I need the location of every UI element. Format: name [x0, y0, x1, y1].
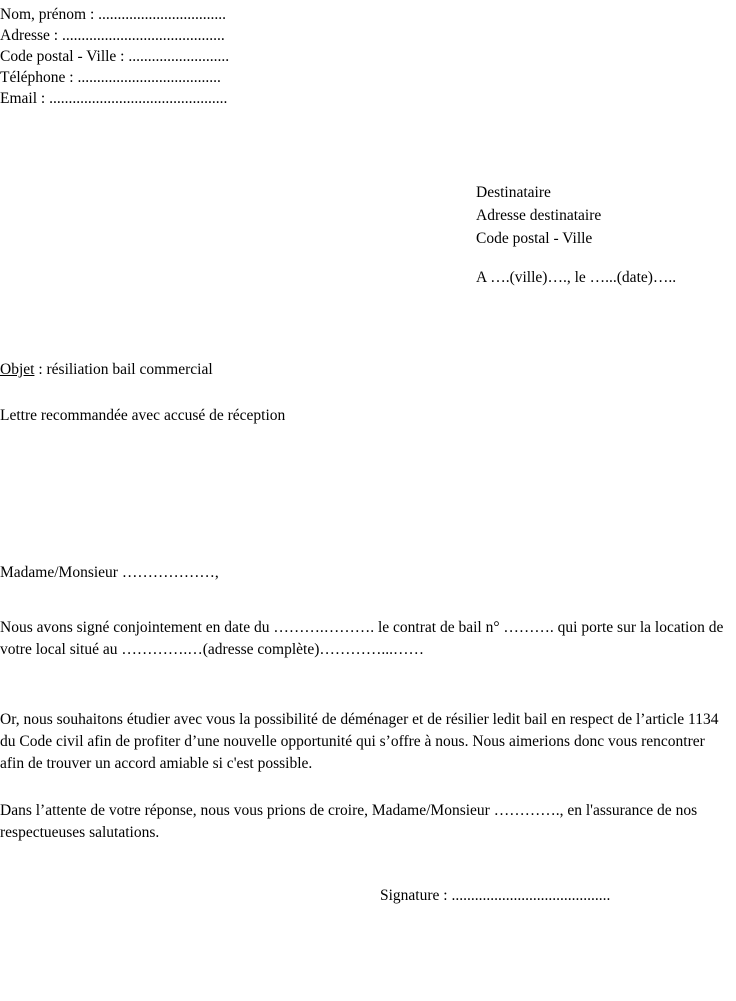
- signature-line: Signature : .........................................: [380, 887, 611, 904]
- recipient-street-line: Adresse destinataire: [476, 207, 602, 224]
- sender-postal-city-line: Code postal - Ville : ..........................: [0, 48, 230, 65]
- sender-street-line: Adresse : ..........................................: [0, 27, 225, 44]
- sender-phone-line: Téléphone : .....................................: [0, 69, 221, 86]
- body-paragraph-3: Dans l’attente de votre réponse, nous vous prions de croire, Madame/Monsieur …………., en l'assurance de nos respectueuses salutations.: [0, 802, 698, 841]
- sender-address-block: [0, 4, 420, 109]
- registered-mail-notice: Lettre recommandée avec accusé de réception: [0, 407, 286, 424]
- subject-label: Objet: [0, 361, 35, 378]
- recipient-name-line: Destinataire: [476, 184, 551, 201]
- subject-line: [0, 362, 213, 378]
- recipient-postal-city-line: Code postal - Ville: [476, 230, 593, 247]
- sender-email-line: Email : ..............................................: [0, 90, 228, 107]
- salutation-line: Madame/Monsieur ………………,: [0, 564, 219, 581]
- recipient-address-block: [476, 181, 736, 250]
- place-and-date-line: A ….(ville)…., le …...(date)…..: [476, 269, 677, 286]
- sender-name-line: Nom, prénom : .................................: [0, 6, 227, 23]
- subject-text: : résiliation bail commercial: [34, 361, 213, 378]
- body-paragraph-2: Or, nous souhaitons étudier avec vous la possibilité de déménager et de résilier ledit bail en respect de l’article 1134 du Code civil afin de profiter d’une nouvelle opportunité qui s’offre à nous. Nous aimerions donc vous rencontrer afin de trouver un accord amiable si c'est possible.: [0, 711, 719, 772]
- body-paragraph-1: Nous avons signé conjointement en date du ……….………. le contrat de bail n° ………. qui porte sur la location de votre local situé au ………….…(adresse complète)…………...……: [0, 619, 724, 658]
